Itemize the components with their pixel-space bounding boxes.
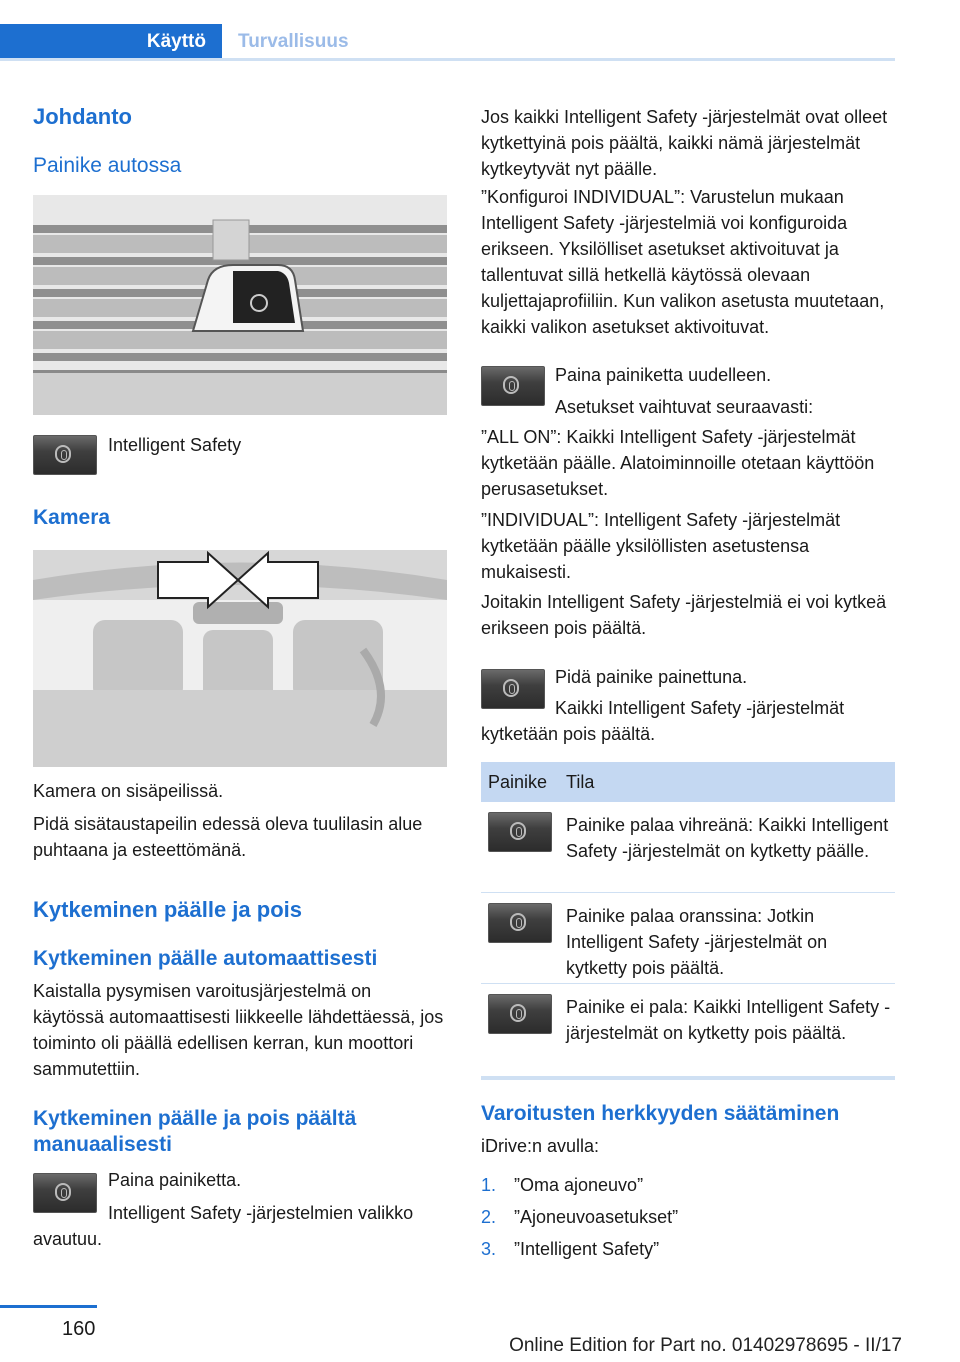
step-all-off: Kaikki Intelligent Safety -järjestelmät kytketään pois päältä.	[481, 698, 845, 744]
table-col-tila: Tila	[566, 772, 595, 792]
kamera-location-text: Kamera on sisäpeilissä.	[33, 781, 224, 801]
camera-photo	[33, 550, 447, 767]
table-cell-status: Painike ei pala: Kaikki Intelligent Safety -järjestelmät on kytketty pois päältä.	[566, 997, 891, 1043]
tab-turvallisuus[interactable]: Turvallisuus	[238, 31, 349, 52]
automatic-text: Kaistalla pysymisen varoitusjärjestelmä on käytössä automaattisesti liikkeelle lähdettäessä, jos toiminto oli päällä edellisen kerran, kun moottori sammutettiin.	[33, 981, 444, 1079]
manual-step-press: Paina painiketta.	[108, 1170, 242, 1190]
heading-johdanto: Johdanto	[33, 104, 132, 129]
all-on-text: ”ALL ON”: Kaikki Intelligent Safety -järjestelmät kytketään päälle. Alatoiminnoille otetaan käyttöön perusasetukset.	[481, 427, 875, 499]
chapter-tabbar	[0, 24, 895, 60]
button-orange-icon	[488, 903, 552, 943]
individual-text: ”INDIVIDUAL”: Intelligent Safety -järjestelmät kytketään päälle yksilöllisten asetustensa mukaisesti.	[481, 510, 841, 582]
button-caption: Intelligent Safety	[108, 435, 242, 455]
idrive-menu-path	[481, 1172, 678, 1268]
kamera-clean-text: Pidä sisätaustapeilin edessä oleva tuulilasin alue puhtaana ja esteettömänä.	[33, 814, 423, 860]
list-item: 3. ”Intelligent Safety”	[481, 1239, 660, 1259]
table-bottom-rule	[481, 1076, 895, 1080]
cannot-switch-off-text: Joitakin Intelligent Safety -järjestelmiä ei voi kytkeä erikseen pois päältä.	[481, 592, 887, 638]
table-row	[481, 802, 895, 893]
tab-kaytto[interactable]: Käyttö	[0, 24, 222, 60]
step-hold-button: Pidä painike painettuna.	[555, 667, 748, 687]
button-off-icon	[488, 994, 552, 1034]
all-off-text: Jos kaikki Intelligent Safety -järjestelmät ovat olleet kytkettyinä pois päältä, kaikki nämä järjestelmät kytkeytyvät nyt päälle.	[481, 107, 888, 179]
table-row	[481, 984, 895, 1076]
intelligent-safety-button-icon	[33, 435, 97, 475]
configure-individual-text: ”Konfiguroi INDIVIDUAL”: Varustelun mukaan Intelligent Safety -järjestelmiä voi konfiguroida erikseen. Yksilölliset asetukset aktivoituvat ja tallentuvat sillä hetkellä käytössä olevaan kuljettajaprofiiliin. Kun valikon asetusta muutetaan, kaikki valikon asetukset aktivoituvat.	[481, 187, 885, 337]
step-settings-change: Asetukset vaihtuvat seuraavasti:	[555, 397, 814, 417]
heading-kytkeminen: Kytkeminen päälle ja pois	[33, 897, 302, 922]
heading-kamera: Kamera	[33, 506, 111, 529]
list-item: 1. ”Oma ajoneuvo”	[481, 1175, 644, 1195]
manual-step-result: Intelligent Safety -järjestelmien valikko avautuu.	[33, 1203, 414, 1249]
idrive-intro: iDrive:n avulla:	[481, 1136, 600, 1156]
page-number: 160	[62, 1318, 96, 1340]
heading-automaattisesti: Kytkeminen päälle automaattisesti	[33, 947, 378, 970]
page-number-rule	[0, 1305, 97, 1308]
table-header	[481, 762, 895, 802]
button-green-icon	[488, 812, 552, 852]
heading-manuaalisesti: Kytkeminen päälle ja pois päältä manuaalisesti	[33, 1107, 357, 1156]
edition-footer: Online Edition for Part no. 01402978695 - II/17	[509, 1335, 902, 1356]
table-col-painike: Painike	[488, 772, 548, 792]
tab-underline	[0, 58, 895, 61]
intelligent-safety-button-icon	[481, 366, 545, 406]
table-cell-status: Painike palaa vihreänä: Kaikki Intelligent Safety -järjestelmät on kytketty päälle.	[566, 815, 889, 861]
button-status-table	[481, 762, 895, 1080]
heading-varoitusten-herkkyys: Varoitusten herkkyyden säätäminen	[481, 1102, 840, 1125]
table-cell-status: Painike palaa oranssina: Jotkin Intelligent Safety -järjestelmät on kytketty pois päältä.	[566, 906, 828, 978]
list-item: 2. ”Ajoneuvoasetukset”	[481, 1207, 679, 1227]
heading-painike-autossa: Painike autossa	[33, 154, 182, 177]
button-in-car-photo	[33, 195, 447, 415]
step-press-again: Paina painiketta uudelleen.	[555, 365, 772, 385]
table-row	[481, 893, 895, 984]
